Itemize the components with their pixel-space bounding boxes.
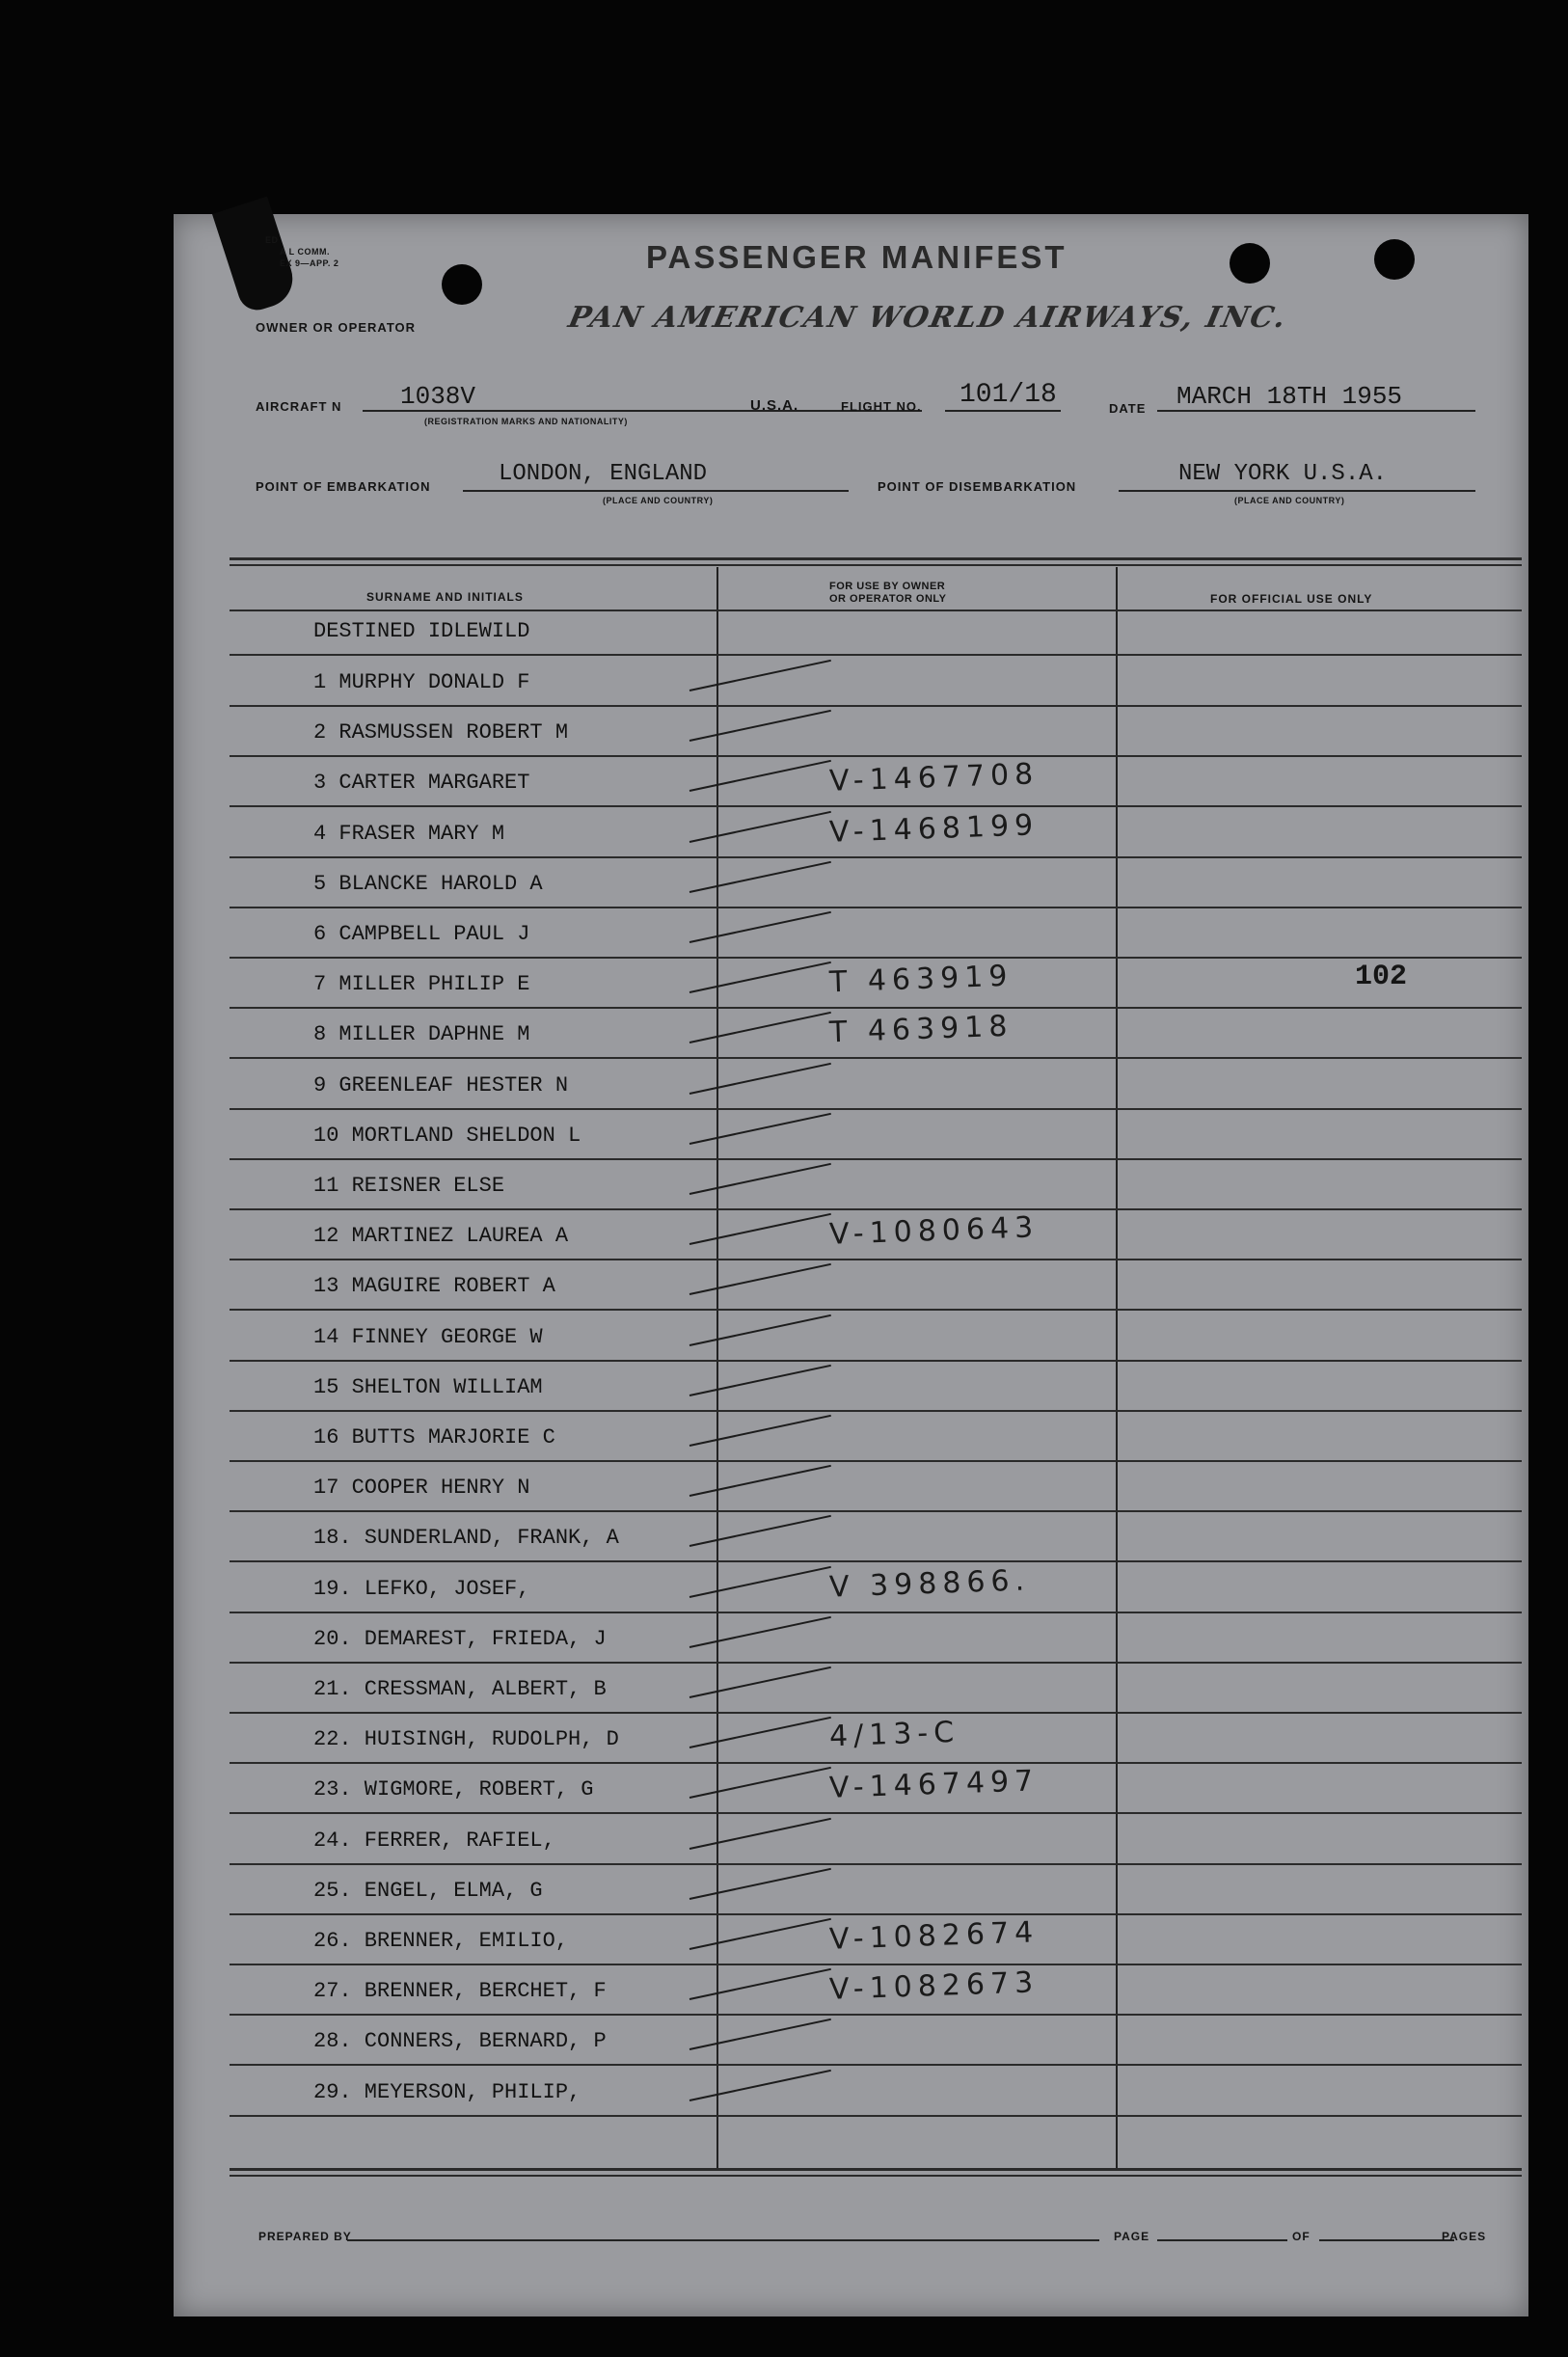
owner-note: V-1082674 (828, 1915, 1040, 1957)
owner-note: V 398866. (828, 1562, 1031, 1605)
row-rule (230, 856, 1522, 858)
operator-name: PAN AMERICAN WORLD AIRWAYS, INC. (565, 301, 1291, 335)
row-rule (230, 1410, 1522, 1412)
owner-label: OWNER OR OPERATOR (256, 320, 417, 335)
check-mark (689, 2018, 831, 2050)
embark-value: LONDON, ENGLAND (499, 461, 708, 487)
row-rule (230, 755, 1522, 757)
row-rule (230, 1863, 1522, 1865)
disembark-value: NEW YORK U.S.A. (1178, 461, 1388, 487)
row-rule (230, 1108, 1522, 1110)
row-rule (230, 805, 1522, 807)
passenger-name: 18. SUNDERLAND, FRANK, A (313, 1526, 619, 1551)
passenger-name: 29. MEYERSON, PHILIP, (313, 2079, 581, 2104)
form-code-2: A L COMM. (280, 247, 330, 257)
check-mark (689, 1012, 831, 1043)
passenger-name: 4 FRASER MARY M (313, 821, 505, 846)
owner-note: T 463919 (828, 959, 1014, 1000)
manifest-sheet (174, 214, 1528, 2316)
check-mark (689, 1515, 831, 1547)
col-surname: SURNAME AND INITIALS (366, 590, 524, 604)
row-rule (230, 957, 1522, 959)
aircraft-label: AIRCRAFT N (256, 399, 342, 414)
row-rule (230, 1460, 1522, 1462)
check-mark (689, 810, 831, 842)
of-label: OF (1292, 2230, 1311, 2243)
owner-note: T 463918 (828, 1010, 1014, 1050)
row-rule (230, 1158, 1522, 1160)
passenger-name: 1 MURPHY DONALD F (313, 670, 530, 694)
passenger-name: 20. DEMAREST, FRIEDA, J (313, 1626, 607, 1651)
page-label: PAGE (1114, 2230, 1150, 2243)
passenger-name: 28. CONNERS, BERNARD, P (313, 2029, 607, 2054)
row-rule (230, 907, 1522, 908)
row-rule (230, 1712, 1522, 1714)
check-mark (689, 962, 831, 993)
owner-note: V-1468199 (828, 807, 1040, 850)
check-mark (689, 861, 831, 893)
check-mark (689, 760, 831, 792)
form-code-1: ED (265, 235, 279, 245)
col-owner-1: FOR USE BY OWNER (829, 581, 946, 592)
date-label: DATE (1109, 401, 1147, 416)
check-mark (689, 1717, 831, 1748)
passenger-name: 8 MILLER DAPHNE M (313, 1022, 530, 1047)
check-mark (689, 911, 831, 943)
flight-value: 101/18 (960, 380, 1057, 410)
passenger-name: 22. HUISINGH, RUDOLPH, D (313, 1727, 619, 1752)
registration-caption: (REGISTRATION MARKS AND NATIONALITY) (424, 417, 628, 426)
passenger-name: 9 GREENLEAF HESTER N (313, 1072, 569, 1097)
row-rule (230, 2014, 1522, 2016)
row-rule (230, 1309, 1522, 1311)
embark-label: POINT OF EMBARKATION (256, 479, 431, 494)
check-mark (689, 1263, 831, 1295)
check-mark (689, 1213, 831, 1245)
passenger-name: 19. LEFKO, JOSEF, (313, 1576, 530, 1601)
check-mark (689, 1868, 831, 1900)
passenger-name: 24. FERRER, RAFIEL, (313, 1828, 555, 1853)
check-mark (689, 710, 831, 742)
row-rule (230, 1762, 1522, 1764)
passenger-name: 11 REISNER ELSE (313, 1174, 505, 1198)
row-rule (230, 1964, 1522, 1965)
punch-hole-center (1230, 243, 1270, 284)
col-official: FOR OFFICIAL USE ONLY (1210, 592, 1373, 606)
row-rule (230, 705, 1522, 707)
page-title: PASSENGER MANIFEST (646, 239, 1068, 275)
passenger-name: 26. BRENNER, EMILIO, (313, 1929, 569, 1953)
usa-label: U.S.A. (750, 397, 799, 414)
passenger-name: 7 MILLER PHILIP E (313, 972, 530, 997)
passenger-name: 12 MARTINEZ LAUREA A (313, 1224, 569, 1249)
check-mark (689, 1113, 831, 1145)
row-rule (230, 1612, 1522, 1613)
passenger-name: 16 BUTTS MARJORIE C (313, 1425, 555, 1449)
check-mark (689, 1666, 831, 1698)
check-mark (689, 1465, 831, 1497)
owner-note: V-1467497 (828, 1764, 1040, 1806)
row-rule (230, 1208, 1522, 1210)
owner-note: 4/13-C (828, 1715, 960, 1754)
disembark-caption: (PLACE AND COUNTRY) (1234, 496, 1345, 505)
passenger-name: 2 RASMUSSEN ROBERT M (313, 720, 569, 745)
passenger-name: 5 BLANCKE HAROLD A (313, 871, 543, 896)
official-note: 102 (1355, 961, 1408, 994)
row-rule (230, 1007, 1522, 1009)
row-rule (230, 1812, 1522, 1814)
embark-caption: (PLACE AND COUNTRY) (603, 496, 714, 505)
passenger-name: 3 CARTER MARGARET (313, 771, 530, 796)
check-mark (689, 1163, 831, 1195)
check-mark (689, 1817, 831, 1849)
destined-label: DESTINED IDLEWILD (313, 619, 530, 643)
check-mark (689, 1565, 831, 1597)
check-mark (689, 660, 831, 691)
owner-note: V-1082673 (828, 1965, 1040, 2007)
row-rule (230, 1259, 1522, 1260)
passenger-name: 25. ENGEL, ELMA, G (313, 1878, 543, 1903)
prepared-label: PREPARED BY (258, 2230, 352, 2243)
check-mark (689, 1314, 831, 1345)
row-rule (230, 1560, 1522, 1562)
row-rule (230, 1913, 1522, 1915)
passenger-name: 17 COOPER HENRY N (313, 1476, 530, 1501)
passenger-name: 13 MAGUIRE ROBERT A (313, 1274, 555, 1299)
check-mark (689, 1968, 831, 2000)
col-owner-2: OR OPERATOR ONLY (829, 593, 947, 605)
check-mark (689, 1062, 831, 1094)
punch-hole-right (1374, 239, 1415, 280)
passenger-name: 23. WIGMORE, ROBERT, G (313, 1777, 594, 1802)
check-mark (689, 1616, 831, 1648)
owner-note: V-1080643 (828, 1210, 1040, 1252)
row-rule (230, 1662, 1522, 1664)
passenger-name: 15 SHELTON WILLIAM (313, 1374, 543, 1399)
row-rule (230, 1360, 1522, 1362)
check-mark (689, 1365, 831, 1396)
form-code-3: EX 9—APP. 2 (280, 258, 339, 268)
row-rule (230, 1510, 1522, 1512)
check-mark (689, 2069, 831, 2100)
check-mark (689, 1415, 831, 1447)
owner-note: V-1467708 (828, 757, 1040, 799)
flight-label: FLIGHT NO. (841, 399, 922, 414)
passenger-name: 14 FINNEY GEORGE W (313, 1324, 543, 1349)
passenger-name: 10 MORTLAND SHELDON L (313, 1123, 581, 1148)
row-rule (230, 1057, 1522, 1059)
aircraft-value: 1038V (400, 382, 476, 411)
pages-label: PAGES (1442, 2230, 1487, 2243)
disembark-label: POINT OF DISEMBARKATION (878, 479, 1077, 494)
row-rule (230, 2064, 1522, 2066)
check-mark (689, 1767, 831, 1799)
passenger-name: 27. BRENNER, BERCHET, F (313, 1979, 607, 2004)
passenger-name: 21. CRESSMAN, ALBERT, B (313, 1677, 607, 1701)
passenger-name: 6 CAMPBELL PAUL J (313, 922, 530, 946)
punch-hole-left (442, 264, 482, 305)
row-rule (230, 2115, 1522, 2117)
check-mark (689, 1918, 831, 1950)
date-value: MARCH 18TH 1955 (1176, 382, 1403, 411)
